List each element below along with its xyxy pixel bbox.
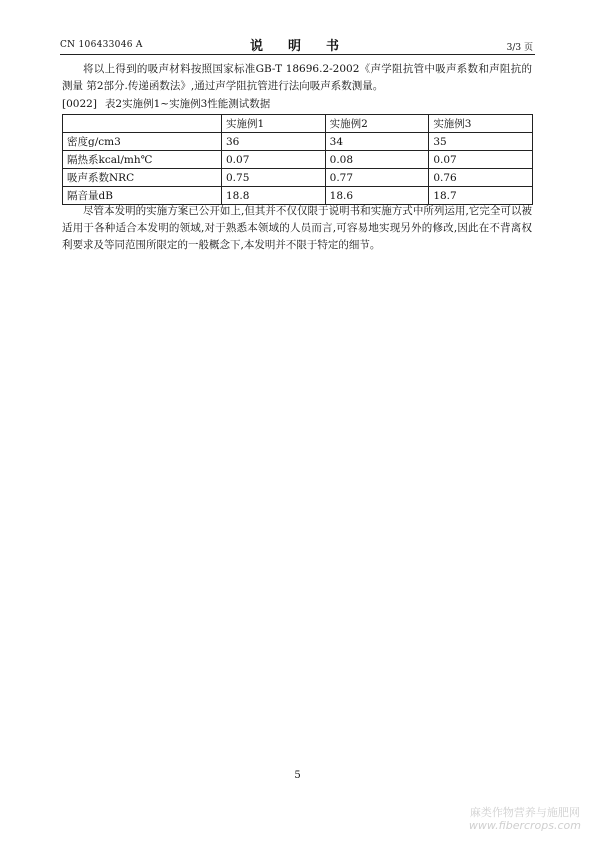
table-cell: 密度g/cm3 xyxy=(63,133,222,151)
header-divider xyxy=(60,54,535,55)
table-cell: 18.8 xyxy=(222,187,326,205)
performance-test-table xyxy=(62,114,533,205)
table-cell: 0.76 xyxy=(429,169,533,187)
table-cell: 0.75 xyxy=(222,169,326,187)
watermark-url: www.fibercrops.com xyxy=(468,819,581,832)
table-cell: 0.77 xyxy=(325,169,429,187)
page-of-indicator: 3/3 页 xyxy=(506,43,533,53)
table-row xyxy=(63,133,533,151)
paragraph-number: [0022] xyxy=(62,98,97,110)
table-header-cell xyxy=(63,115,222,133)
site-watermark xyxy=(469,806,581,832)
table-caption-line xyxy=(62,96,270,113)
table-cell: 隔音量dB xyxy=(63,187,222,205)
document-title: 说 明 书 xyxy=(249,39,345,54)
table-row xyxy=(63,187,533,205)
table-cell: 0.07 xyxy=(429,151,533,169)
page-number: 5 xyxy=(294,770,301,781)
table-row xyxy=(63,151,533,169)
table-cell: 隔热系kcal/mh℃ xyxy=(63,151,222,169)
table-header-cell: 实施例2 xyxy=(325,115,429,133)
table-caption: 表2实施例1~实施例3性能测试数据 xyxy=(104,98,271,110)
table-header-row xyxy=(63,115,533,133)
publication-number: CN 106433046 A xyxy=(60,40,143,50)
table-cell: 34 xyxy=(325,133,429,151)
table-cell: 35 xyxy=(429,133,533,151)
table-cell: 0.07 xyxy=(222,151,326,169)
table-cell: 18.6 xyxy=(325,187,429,205)
table-row xyxy=(63,169,533,187)
table-cell: 36 xyxy=(222,133,326,151)
paragraph-measurement: 将以上得到的吸声材料按照国家标准GB-T 18696.2-2002《声学阻抗管中吸声系数和声阻抗的测量 第2部分.传递函数法》,通过声学阻抗管进行法向吸声系数测量。 xyxy=(62,63,532,92)
table-cell: 18.7 xyxy=(429,187,533,205)
table-header-cell: 实施例1 xyxy=(222,115,326,133)
paragraph-conclusion: 尽管本发明的实施方案已公开如上,但其并不仅仅限于说明书和实施方式中所列运用,它完全可以被适用于各种适合本发明的领域,对于熟悉本领域的人员而言,可容易地实现另外的修改,因此在不背离权利要求及等同范围所限定的一般概念下,本发明并不限于特定的细节。 xyxy=(62,205,532,251)
table-cell: 0.08 xyxy=(325,151,429,169)
table-cell: 吸声系数NRC xyxy=(63,169,222,187)
watermark-text: 麻类作物营养与施肥网 xyxy=(469,806,580,819)
table-header-cell: 实施例3 xyxy=(429,115,533,133)
